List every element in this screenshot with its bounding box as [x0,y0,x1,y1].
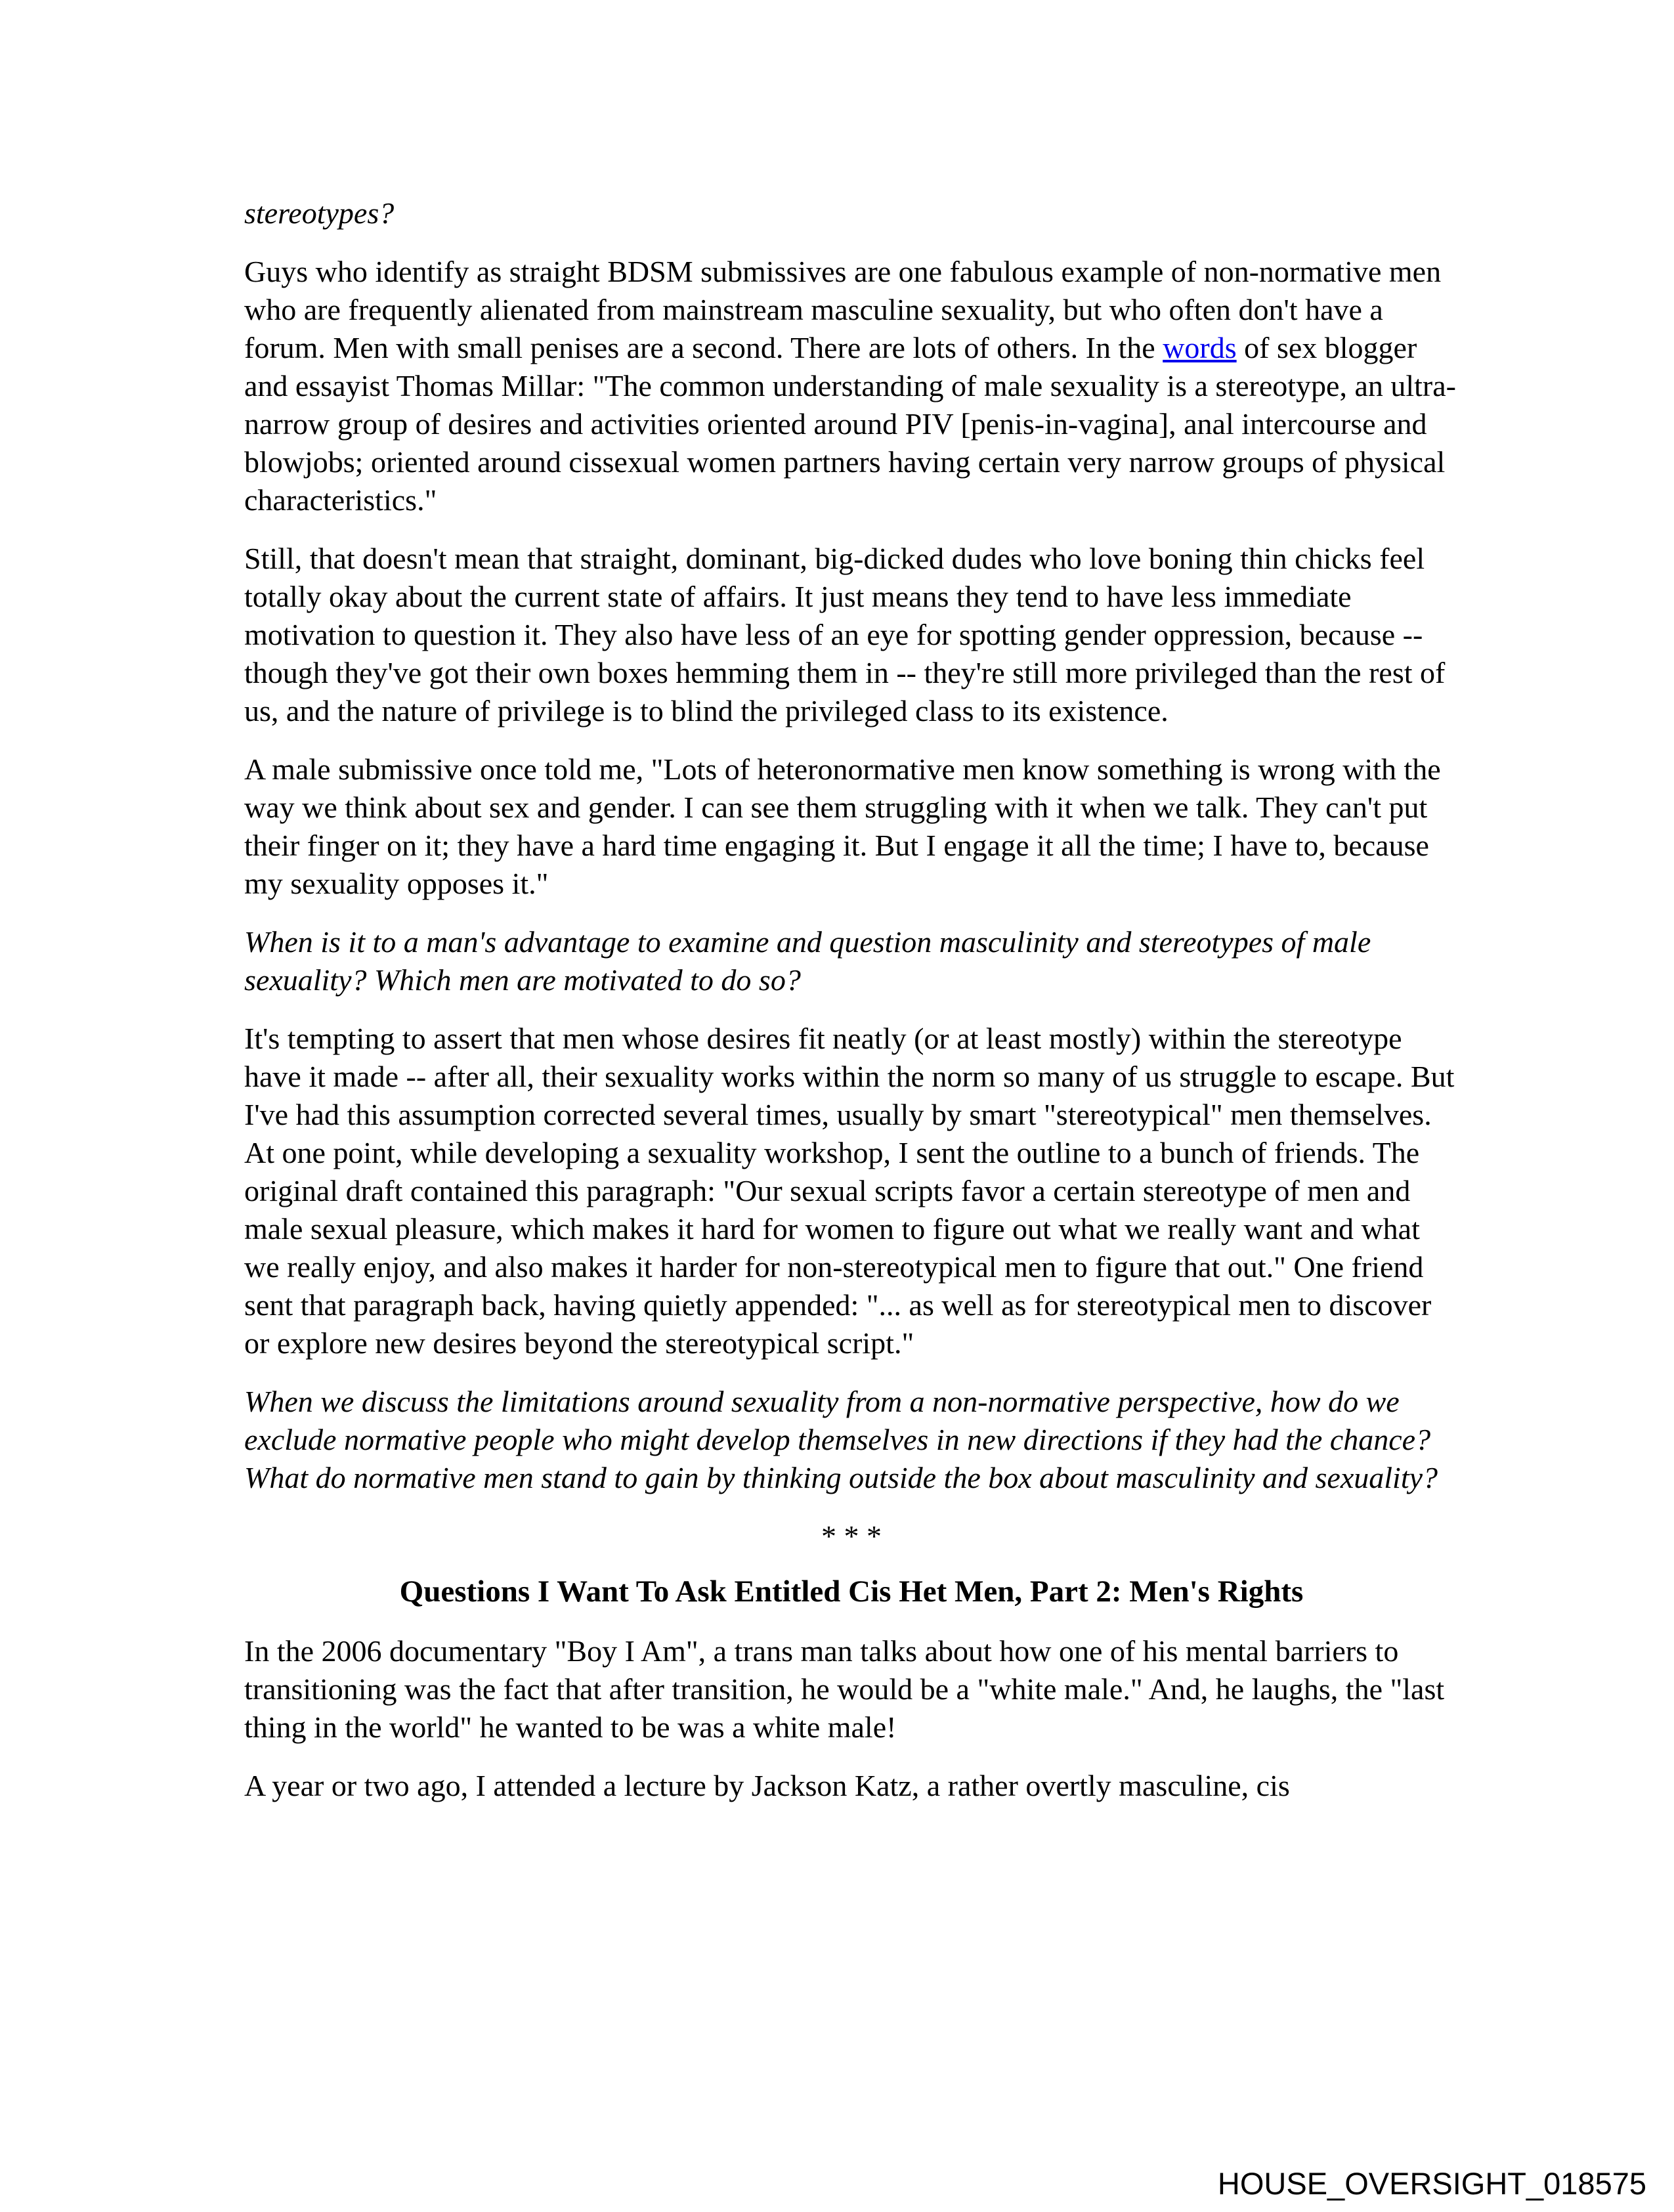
paragraph-boy-i-am-documentary: In the 2006 documentary "Boy I Am", a trans man talks about how one of his mental barriers to transitioning was the fact that after transition, he would be a "white male." And, he laughs, the "last thing in the world" he wanted to be was a white male! [244,1634,1445,1744]
page-body-text [244,194,1459,1825]
paragraph-jackson-katz-lecture: A year or two ago, I attended a lecture by Jackson Katz, a rather overtly masculine, cis [244,1769,1290,1802]
bates-stamp: HOUSE_OVERSIGHT_018575 [1217,2166,1646,2201]
paragraph-male-submissive-quote: A male submissive once told me, "Lots of heteronormative men know something is wrong with the way we think about sex and gender. I can see them struggling with it when we talk. They can't put their finger on it; they have a hard time engaging it. But I engage it all the time; I have to, because my sexuality opposes it." [244,752,1441,900]
section-heading-mens-rights: Questions I Want To Ask Entitled Cis Het Men, Part 2: Men's Rights [399,1574,1304,1609]
text-run-after-link: of sex blogger and essayist Thomas Millar: "The common understanding of male sexuality is a stereotype, an ultra-narrow group of desires and activities oriented around PIV [penis-in-vagina], anal intercourse and blowjobs; oriented around cissexual women partners having certain very narrow groups of physical characteristics." [244,331,1456,517]
question-limitations-normative: When we discuss the limitations around sexuality from a non-normative perspective, how do we exclude normative people who might develop themselves in new directions if they had the chance? What do normative men stand to gain by thinking outside the box about masculinity and sexuality? [244,1385,1438,1494]
paragraph-stereotypes-fragment: stereotypes? [244,196,395,230]
paragraph-tempting-assert: It's tempting to assert that men whose desires fit neatly (or at least mostly) within the stereotype have it made -- after all, their sexuality works within the norm so many of us struggle to escape. But I've had this assumption corrected several times, usually by smart "stereotypical" men themselves. At one point, while developing a sexuality workshop, I sent the outline to a bunch of friends. The original draft contained this paragraph: "Our sexual scripts favor a certain stereotype of men and male sexual pleasure, which makes it hard for women to figure out what we really want and what we really enjoy, and also makes it harder for non-stereotypical men to figure that out." One friend sent that paragraph back, having quietly appended: "... as well as for stereotypical men to discover or explore new desires beyond the stereotypical script." [244,1022,1455,1360]
paragraph-bdsm-submissives [244,253,1459,519]
text-run-before-link: Guys who identify as straight BDSM submissives are one fabulous example of non-normative men who are frequently alienated from mainstream masculine sexuality, but who often don't have a forum. Men with small penises are a second. There are lots of others. In the [244,255,1442,364]
paragraph-still-dominant: Still, that doesn't mean that straight, dominant, big-dicked dudes who love boning thin chicks feel totally okay about the current state of affairs. It just means they tend to have less immediate motivation to question it. They also have less of an eye for spotting gender oppression, because -- though they've got their own boxes hemming them in -- they're still more privileged than the rest of us, and the nature of privilege is to blind the privileged class to its existence. [244,542,1446,727]
asterisk-separator: * * * [821,1519,882,1553]
words-link[interactable]: words [1163,331,1237,364]
question-mans-advantage: When is it to a man's advantage to examine and question masculinity and stereotypes of male sexuality? Which men are motivated to do so? [244,925,1371,997]
